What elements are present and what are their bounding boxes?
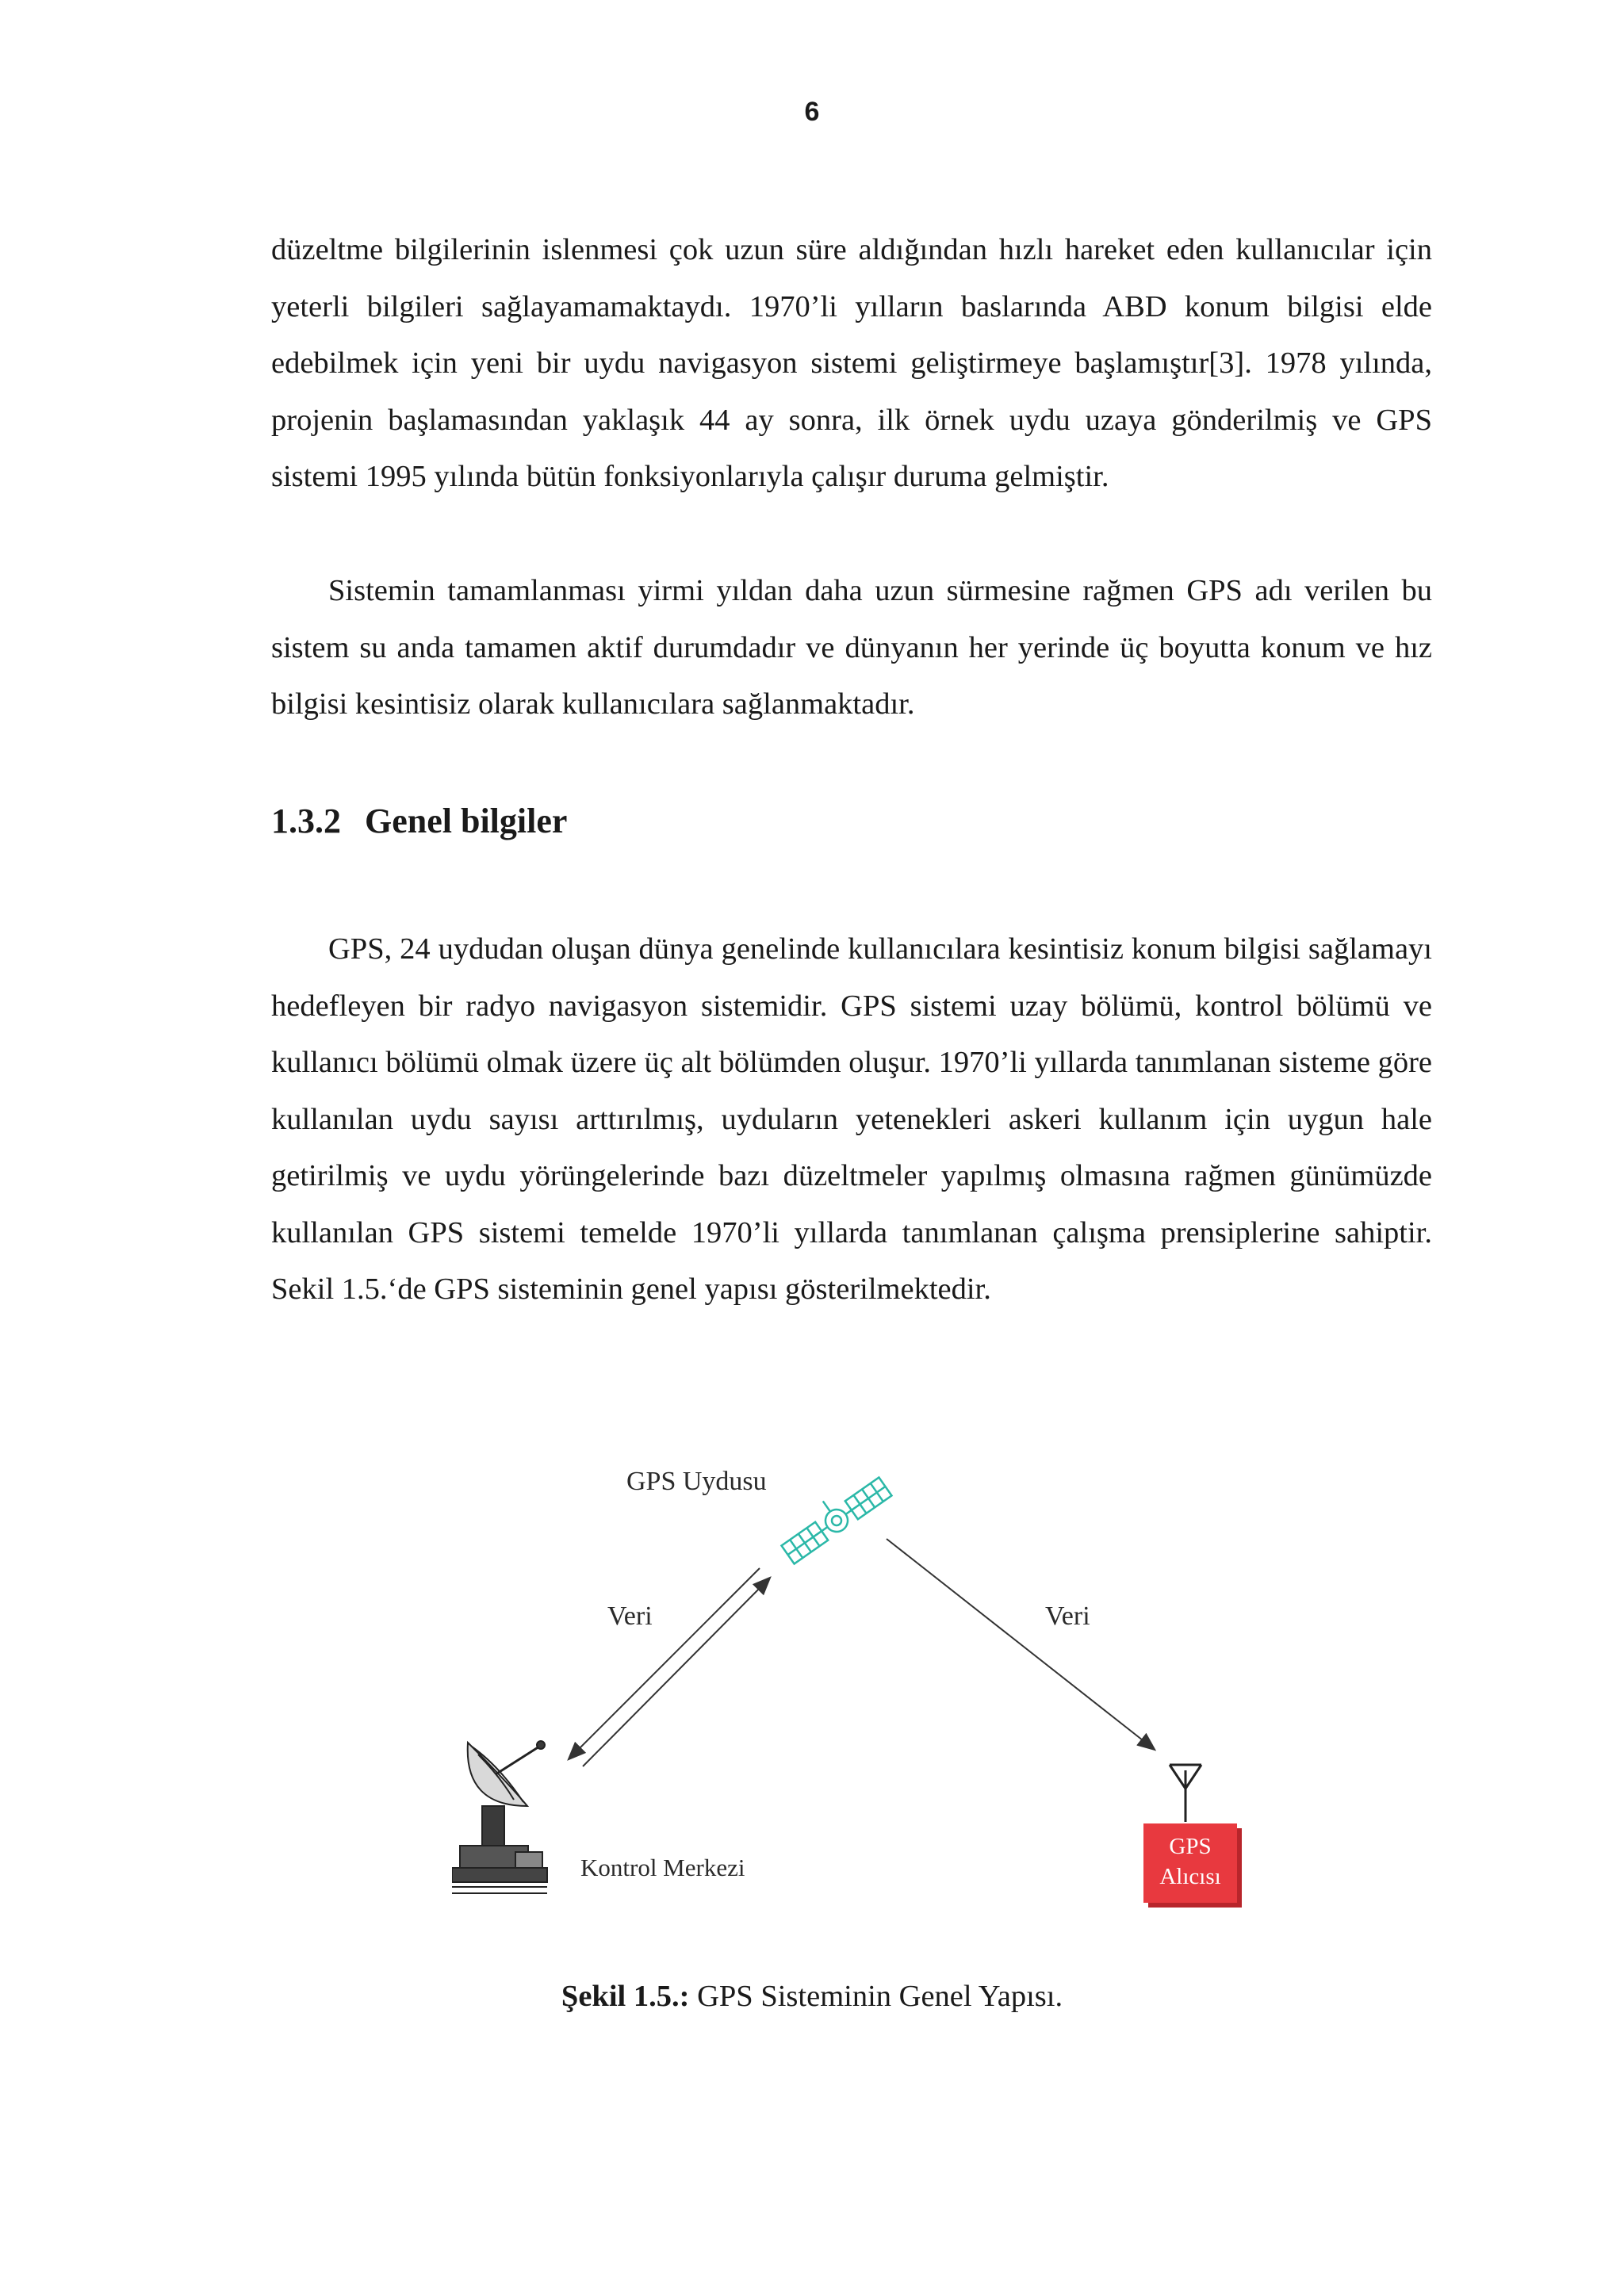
satellite-label: GPS Uydusu — [626, 1467, 767, 1496]
data-label-left: Veri — [607, 1601, 653, 1631]
receiver-label-line1: GPS — [1169, 1834, 1212, 1859]
paragraph-3: GPS, 24 uydudan oluşan dünya genelinde kullanıcılara kesintisiz konum bilgisi sağlamayı hedefleyen bir radyo navigasyon sistemidir. GPS sistemi uzay bölümü, kontrol bölümü ve kullanıcı bölümü olmak üzere üç alt bölümden oluşur. 1970’li yıllarda tanımlanan sisteme göre kullanılan uydu sayısı arttırılmış, uyduların yetenekleri askeri kullanım için uygun hale getirilmiş ve uydu yörüngelerinde bazı düzeltmeler yapılmış olmasına rağmen günümüzde kullanılan GPS sistemi temelde 1970’li yıllarda tanımlanan çalışma prensiplerine sahiptir. Sekil 1.5.‘de GPS sisteminin genel yapısı gösterilmektedir. — [271, 932, 1432, 1306]
satellite-icon — [774, 1467, 891, 1563]
section-number: 1.3.2 — [271, 802, 341, 840]
receiver-label-line2: Alıcısı — [1159, 1864, 1221, 1889]
page-number: 6 — [804, 97, 820, 127]
caption-label: Şekil 1.5.: — [561, 1980, 690, 2013]
caption-text: GPS Sisteminin Genel Yapısı. — [689, 1980, 1063, 2013]
paragraph-2: Sistemin tamamlanması yirmi yıldan daha uzun sürmesine rağmen GPS adı verilen bu sistem su anda tamamen aktif durumdadır ve dünyanın her yerinde üç boyutta konum ve hız bilgisi kesintisiz olarak kullanıcılara sağlanmaktadır. — [271, 574, 1432, 721]
control-center-label: Kontrol Merkezi — [580, 1854, 745, 1881]
downlink-arrow-right — [887, 1539, 1154, 1749]
data-label-right: Veri — [1045, 1601, 1090, 1631]
figure-caption — [0, 1979, 1624, 2014]
section-heading — [271, 801, 567, 841]
uplink-arrow — [569, 1568, 760, 1758]
paragraph-1: düzeltme bilgilerinin islenmesi çok uzun süre aldığından hızlı hareket eden kullanıcılar için yeterli bilgileri sağlayamamaktaydı. 1970’li yılların baslarında ABD konum bilgisi elde edebilmek için yeni bir uydu navigasyon sistemi geliştirmeye başlamıştır[3]. 1978 yılında, projenin başlamasından yaklaşık 44 ay sonra, ilk örnek uydu uzaya gönderilmiş ve GPS sistemi 1995 yılında bütün fonksiyonlarıyla çalışır duruma gelmiştir. — [271, 233, 1432, 493]
figure-diagram — [452, 1433, 1245, 1917]
receiver-antenna-icon — [1170, 1765, 1201, 1822]
gps-receiver-box — [1143, 1823, 1237, 1903]
control-center-dish-icon — [452, 1741, 547, 1893]
section-title: Genel bilgiler — [365, 802, 568, 840]
gps-structure-figure — [452, 1433, 1245, 1917]
